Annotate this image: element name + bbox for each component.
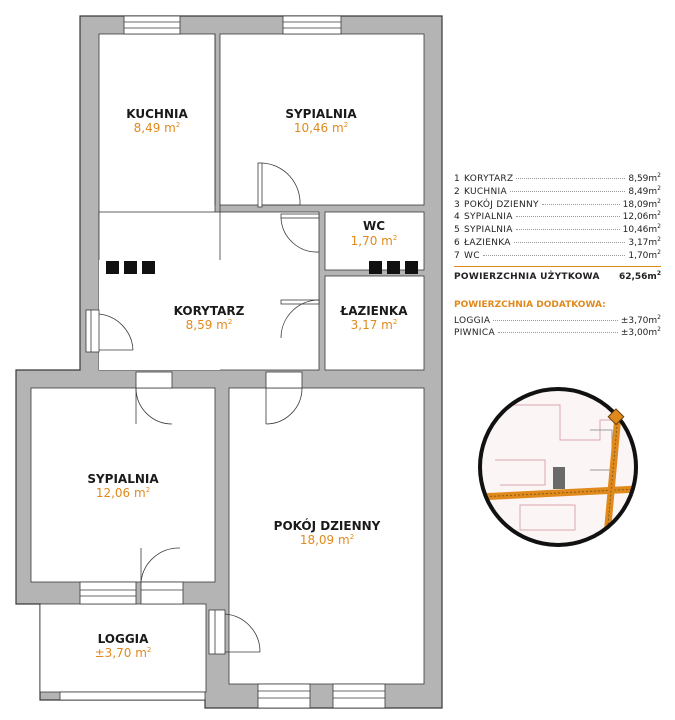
location-map-icon [478,387,638,547]
vent-icon [369,261,382,274]
window-icon [283,16,341,34]
room-area-kuchnia: 8,49 $m^2$ [133,121,181,135]
window-icon [209,610,225,654]
room-name-pokoj-dzienny: POKÓJ DZIENNY [273,519,381,533]
room-area-loggia: ±3,70 $m^2$ [94,646,152,660]
vent-icon [387,261,400,274]
room-name-korytarz: KORYTARZ [173,304,245,318]
room-name-kuchnia: KUCHNIA [126,107,188,121]
vent-icon [124,261,137,274]
legend-row: 5 SYPIALNIA $10,46m^2$ [454,223,661,236]
legend-row: 4 SYPIALNIA $12,06m^2$ [454,210,661,223]
legend-row: 3 POKÓJ DZIENNY $18,09m^2$ [454,197,661,210]
window-icon [258,684,310,708]
legend-row: 2 KUCHNIA $8,49m^2$ [454,184,661,197]
room-name-lazienka: ŁAZIENKA [340,304,408,318]
room-area-wc: 1,70 $m^2$ [350,234,398,248]
window-icon [333,684,385,708]
vent-icon [142,261,155,274]
window-icon [124,16,180,34]
vent-icon [106,261,119,274]
window-icon [141,582,183,604]
legend-row: 6 ŁAZIENKA $3,17m^2$ [454,235,661,248]
room-area-lazienka: 3,17 $m^2$ [350,318,398,332]
room-name-wc: WC [362,219,386,233]
room-name-sypialnia-bottom: SYPIALNIA [87,472,159,486]
room-name-sypialnia-top: SYPIALNIA [285,107,357,121]
room-area-pokoj-dzienny: 18,09 $m^2$ [299,533,355,547]
room-area-korytarz: 8,59 $m^2$ [185,318,233,332]
legend-row: 7 WC $1,70m^2$ [454,248,661,261]
legend-extra-row: PIWNICA $\pm 3,00m^2$ [454,326,661,339]
room-name-loggia: LOGGIA [97,632,149,646]
legend-row: 1 KORYTARZ $8,59m^2$ [454,172,661,184]
area-legend [454,172,661,339]
window-icon [80,582,136,604]
legend-extra-title: POWIERZCHNIA DODATKOWA: [454,299,606,310]
vent-icon [405,261,418,274]
legend-extra-row: LOGGIA $\pm 3,70m^2$ [454,313,661,326]
window-icon [60,692,205,700]
room-area-sypialnia-bottom: 12,06 $m^2$ [95,486,151,500]
window-icon [86,310,99,352]
legend-total: POWIERZCHNIA UŻYTKOWA $62,56m^2$ [454,266,661,284]
room-area-sypialnia-top: 10,46 $m^2$ [293,121,349,135]
